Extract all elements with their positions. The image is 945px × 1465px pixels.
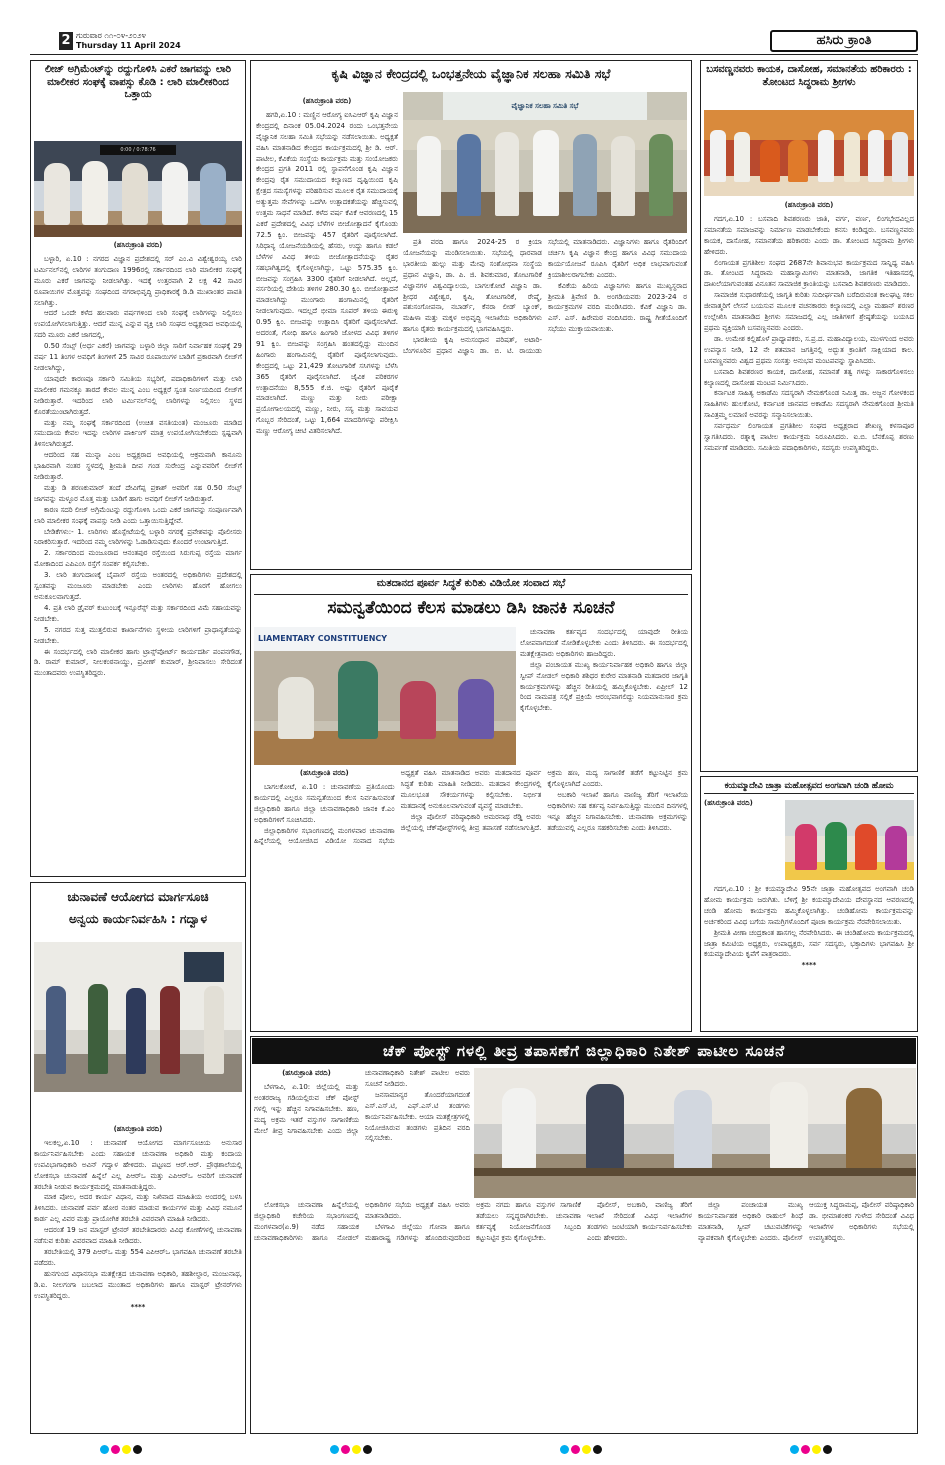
krishi-para: ಭಾರತೀಯ ಕೃಷಿ ಅನುಸಂಧಾನ ಪರಿಷತ್, ಅಟಾರಿ-ಬೆಂಗಳೂರಿನ ಪ್ರಧಾನ ವಿಜ್ಞಾನಿ ಡಾ. ಬಿ. ಟಿ. ರಾಯುಡು ಸಭೆಯಲ್ಲಿ ಮಾತನಾಡಿದರು. ವಿಜ್ಞಾನಿಗಳು ಹಾಗೂ ರೈತರಿಂದಿಗೆ ಚರ್ಚಿಸಿ ಕೃಷಿ ವಿಜ್ಞಾನ ಕೇಂದ್ರ ಹಾಗೂ ವಿವಿಧ ಸಮುದಾಯ ಕಾರ್ಯಯೋಜನೆ ರೂಪಿಸಿ ರೈತರಿಗೆ ಅಧಿಕ ಲಾಭವಾಗುವಂತೆ ಕ್ರಿಯಾಶೀಲರಾಗಬೇಕು ಎಂದರು.: [403, 238, 687, 356]
lease-para: ಆದರೆ ಒಂದೇ ಕಳೆದ ಹಲವಾರು ವರ್ಷಗಳಿಂದ ಲಾರಿ ಸಂಘಕ್ಕೆ ಲಾರಿಗಳನ್ನು ನಿಲ್ಲಿಸಲು ಉಪಯೋಗಿಸಲಾಗುತ್ತಿತ್ತು. ಆದರೆ ಮುನ್ನ ಎನ್ನುವ ವ್ಯಕ್ತಿ ಲಾರಿ ಸಂಘದ ಅಧ್ಯಕ್ಷರಾದ ಅವಧಿಯಲ್ಲಿ ಸದರಿ ಮೂರು ಎಕರೆ ಜಾಗದಲ್ಲಿ,: [34, 309, 242, 340]
krishi-headline: ಕೃಷಿ ವಿಜ್ಞಾನ ಕೇಂದ್ರದಲ್ಲಿ ಒಂಭತ್ತನೇಯ ವೈಜ್ಞಾನಿಕ ಸಲಹಾ ಸಮಿತಿ ಸಭೆ: [331, 66, 611, 81]
election-code-para: ಆದರಂತೆ 19 ಜನ ಮಾಸ್ಟರ್ ಟ್ರೇನರ್ ತರಬೇತಿದಾರರು ವಿವಿಧ ಕೋಣೆಗಳಲ್ಲಿ ಚುನಾವಣಾ ನಡೆಸುವ ಕುರಿತು ವಿವರವಾದ ಮಾಹಿತಿ ನೀಡಿದರು.: [34, 1226, 242, 1246]
checkpost-para: ಜಿಲ್ಲಾ ಪಂಚಾಯತ ಮುಖ್ಯ ಕಾರ್ಯನಿರ್ವಾಹಕ ಅಧಿಕಾರಿ ರಾಹುಲ್ ಶಿಂಧೆ ಮಾತನಾಡಿ, ಸ್ವೀಪ್ ಚಟುವಟಿಕೆಗಳನ್ನು ವ್ಯಾಪಕವಾಗಿ ಕೈಗೊಳ್ಳಬೇಕು ಎಂದರು. ಪೊಲೀಸ್ ಆಯುಕ್ತ ಸಿದ್ಧರಾಮಪ್ಪ, ಪೊಲೀಸ್ ವರಿಷ್ಠಾಧಿಕಾರಿ ಡಾ. ಭೀಮಾಶಂಕರ ಗುಳೇದ ಸೇರಿದಂತೆ ವಿವಿಧ ಇಲಾಖೆಗಳ ಅಧಿಕಾರಿಗಳು ಸಭೆಯಲ್ಲಿ ಉಪಸ್ಥಿತರಿದ್ದರು.: [698, 1201, 914, 1242]
reg-dot-magenta: [341, 1445, 350, 1454]
checkpost-headline: ಚೆಕ್ ಪೋಸ್ಟ್ ಗಳಲ್ಲಿ ತೀವ್ರ ತಪಾಸಣೆಗೆ ಜಿಲ್ಲಾಧಿಕಾರಿ ನಿತೇಶ್ ಪಾಟೀಲ ಸೂಚನೆ: [382, 1042, 786, 1060]
lease-para: ಬೇಡಿಕೆಗಳು:- 1. ಲಾರಿಗಳು ಹೊಸ್ಪೇಟೆಯಲ್ಲಿ ಬಳ್ಳಾರಿ ನಗರಕ್ಕೆ ಪ್ರವೇಶವನ್ನು ಪೊಲೀಸರು ನಿರಾಕರಿಸುತ್ತಾರೆ. ಇದರಿಂದ ನಮ್ಮ ಲಾರಿಗಳನ್ನು ಓಡಾಡಿಸುವುದು ಕೊಂದರೆ ಉಂಟಾಗುತ್ತಿದೆ.: [34, 527, 242, 547]
election-code-photo: [34, 942, 242, 1092]
kayavva-byline: (ಹಸಿರುಕ್ರಾಂತಿ ವರದಿ): [704, 799, 753, 807]
election-code-headline-2: ಅನ್ವಯ ಕಾರ್ಯನಿರ್ವಹಿಸಿ : ಗದ್ವಾಳ: [69, 912, 207, 926]
basava-para: ಡಾ. ಉಮೇಶ ಕಲ್ಲಿಹೊಳೆ ಪ್ರಾಧ್ಯಾಪಕರು, ಸ.ಪ್ರ.ದ. ಮಹಾವಿದ್ಯಾಲಯ, ಮುಳಗುಂದ ಅವರು ಉಪನ್ಯಾಸ ನೀಡಿ, 12 ನೇ ಶತಮಾನ ಜಗತ್ತಿನಲ್ಲಿ ಅದ್ಭುತ ಕ್ರಾಂತಿಗೆ ಸಾಕ್ಷಿಯಾದ ಕಾಲ. ಬಸವಣ್ಣನವರು ವಿಶ್ವದ ಪ್ರಥಮ ಸಂಸತ್ತು ಅನುಭವ ಮಂಟಪವನ್ನು ಸ್ಥಾಪಿಸಿದರು.: [704, 334, 914, 365]
samanvate-para: ಚುನಾವಣಾ ಕರ್ತವ್ಯದ ಸಂದರ್ಭದಲ್ಲಿ ಯಾವುದೇ ರೀತಿಯ ಲೋಪವಾಗದಂತೆ ನೋಡಿಕೊಳ್ಳಬೇಕು ಎಂದು ತಿಳಿಸಿದರು. ಈ ಸಂದರ್ಭದಲ್ಲಿ ಮತಕ್ಷೇತ್ರವಾರು ಅಧಿಕಾರಿಗಳು ಹಾಜರಿದ್ದರು.: [520, 628, 688, 658]
krishi-byline: (ಹಸಿರುಕ್ರಾಂತಿ ವರದಿ): [302, 97, 352, 105]
basava-body: [704, 200, 914, 768]
checkpost-para: ಬೆಳಗಾವಿ ಜಿಲ್ಲೆಯು ಗೋವಾ ಹಾಗೂ ಮಹಾರಾಷ್ಟ್ರ ಗಡಿಗಳನ್ನು ಹೊಂದಿರುವುದರಿಂದ ಅಕ್ರಮ ನಗದು ಹಾಗೂ ವಸ್ತುಗಳ ಸಾಗಾಣಿಕೆ ತಡೆಯಲು ಸನ್ನದ್ಧರಾಗಿರಬೇಕು. ಚುನಾವಣಾ ಕರ್ತವ್ಯಕ್ಕೆ ನಿಯೋಜನೆಗೊಂಡ ಸಿಬ್ಬಂದಿ ಕಟ್ಟುನಿಟ್ಟಿನ ಕ್ರಮ ಕೈಗೊಳ್ಳಬೇಕು.: [365, 1201, 581, 1242]
election-code-para: ಇಲಕಲ್ಲ,ಏ.10 : ಚುನಾವಣೆ ಆಯೋಗದ ಮಾರ್ಗಸೂಚಿಯ ಅನುಸಾರ ಕಾರ್ಯನಿರ್ವಹಿಸಬೇಕು ಎಂದು ಸಹಾಯಕ ಚುನಾವಣಾ ಅಧಿಕಾರಿ ಮತ್ತು ಕಂದಾಯ ಉಪವಿಭಾಗಾಧಿಕಾರಿ ಅವಿನ್ ಗದ್ವಾಳ ಹೇಳಿದರು. ಪಟ್ಟಣದ ಆರ್.ಆರ್. ಪ್ರೌಢಶಾಲೆಯಲ್ಲಿ ಲೋಕಸಭಾ ಚುನಾವಣೆ ಹಿನ್ನೆಲೆ ಎಲ್ಲ ಪಿಆರ್‌ಒ ಮತ್ತು ಎಪಿಆರ್‌ಒ ಅವರಿಗೆ ಚುನಾವಣೆ ತರಬೇತಿ ನೀಡುವ ಕಾರ್ಯಕ್ರಮದಲ್ಲಿ ಮಾತನಾಡುತ್ತಿದ್ದರು.: [34, 1138, 242, 1191]
reg-dot-cyan: [100, 1445, 109, 1454]
samanvate-body-top: [520, 627, 688, 765]
checkpost-para: ಬೆಳಗಾವಿ, ಏ.10: ಜಿಲ್ಲೆಯಲ್ಲಿ ಮತ್ತು ಅಂತರರಾಜ್ಯ ಗಡಿಯಲ್ಲಿರುವ ಚೆಕ್ ಪೋಸ್ಟ್ ಗಳಲ್ಲಿ ಇನ್ನು ಹೆಚ್ಚಿನ ನಿಗಾವಹಿಸಬೇಕು. ಹಣ, ಮದ್ಯ ಅಕ್ರಮ ಇತರೆ ವಸ್ತುಗಳ ಸಾಗಾಣಿಕೆಯ ಮೇಲೆ ತೀವ್ರ ನಿಗಾವಹಿಸಬೇಕು ಎಂದು ಜಿಲ್ಲಾ ಚುನಾವಣಾಧಿಕಾರಿ ನಿತೇಶ್ ಪಾಟೀಲ ಅವರು ಸೂಚನೆ ನೀಡಿದರು.: [254, 1069, 470, 1135]
registration-marks: [560, 1439, 604, 1451]
kayavva-para: ಶ್ರೀಮತಿ ವೀಣಾ ಚಂದ್ರಕಾಂತ ಹಾಸಗಲ್ಲ ನೆರವೇರಿಸಿದರು. ಈ ಚಂಡಿಹೋಮ ಕಾರ್ಯಕ್ರಮದಲ್ಲಿ ಜಾತ್ರಾ ಕಮಿಟಿಯ ಅಧ್ಯಕ್ಷರು, ಉಪಾಧ್ಯಕ್ಷರು, ಸರ್ವ ಸದಸ್ಯರು, ಭಕ್ತಾದಿಗಳು ಭಾಗವಹಿಸಿ ಶ್ರೀ ಕಯಮ್ಮಾದೇವಿಯ ಕೃಪೆಗೆ ಪಾತ್ರರಾದರು.: [704, 928, 914, 959]
lease-para: ಆದರಿಂದ ಸಹ ಮುನ್ನಾ ಎಂಬ ಅಧ್ಯಕ್ಷರಾದ ಅವಧಿಯಲ್ಲಿ ಆಕ್ರಮವಾಗಿ ಕಾನೂನು ಭಾಹಿರವಾಗಿ ನಂತರ ಸ್ಥಳದಲ್ಲಿ ಶ್ರೀಮತಿ ದೀಪ ಗಂಡ ಸುರೇಂದ್ರ ಎನ್ನುವವರಿಗೆ ಲೀಜ್‌ಗೆ ನೀಡಿರುತ್ತಾರೆ.: [34, 451, 242, 482]
reg-dot-black: [593, 1445, 602, 1454]
basava-para: ಲಿಂಗಾಯತ ಪ್ರಗತಿಶೀಲ ಸಂಘದ 2687ನೇ ಶಿವಾನುಭವ ಕಾರ್ಯಕ್ರಮದ ಸಾನ್ನಿಧ್ಯ ವಹಿಸಿ ಡಾ. ತೋಂಟದ ಸಿದ್ಧರಾಮ ಮಹಾಸ್ವಾಮಿಗಳು ಮಾತನಾಡಿ, ಜಾಗತಿಕ ಇತಿಹಾಸದಲ್ಲಿ ದಾಖಲೆಯಾಗುವಂತಹ ವಿನೂತನ ಸಾಮಾಜಿಕ ಕ್ರಾಂತಿಯನ್ನು ಬಸವಾದಿ ಶಿವಶರಣರು ಮಾಡಿದರು.: [704, 258, 914, 289]
lease-headline: ಲೀಜ್ ಅಗ್ರಿಮೆಂಟ್‌ನ್ನು ರದ್ದುಗೊಳಿಸಿ ಎಕರೆ ಜಾಗವನ್ನು ಲಾರಿ ಮಾಲೀಕರ ಸಂಘಕ್ಕೆ ವಾಪಸ್ಸು ಕೊಡಿ : ಲಾರಿ ಮಾಲೀಕರಿಂದ ಒತ್ತಾಯ: [44, 64, 232, 100]
basava-para: ಕರ್ನಾಟಕ ಸಾಹಿತ್ಯ ಅಕಾಡೆಮಿ ಸದಸ್ಯರಾಗಿ ನೇಮಕಗೊಂಡ ನಿಮಿತ್ತ ಡಾ. ಅಜ್ಜನ ಗೋಳಕಂದ ಸಾಹಿತಿಗಳು ಹುಲಕೋಟಿ, ಕರ್ನಾಟಕ ಜಾನಪದ ಅಕಾಡೆಮಿ ಸದಸ್ಯರಾಗಿ ನೇಮಕಗೊಂಡ ಶ್ರೀಮತಿ ಸಾವಿತ್ರಮ್ಮ ಲಮಾಣಿ ಅವರನ್ನು ಸನ್ಮಾನಿಸಲಾಯಿತು.: [704, 389, 914, 420]
reg-dot-yellow: [812, 1445, 821, 1454]
krishi-para: ಪ್ರತಿ ವರದಿ ಹಾಗೂ 2024-25 ರ ಕ್ರಿಯಾ ಯೋಜನೆಯನ್ನು ಮಂಡಿಸಲಾಯಿತು. ಸಭೆಯಲ್ಲಿ ಧಾರವಾಡ ಭಾರತೀಯ ಹುಲ್ಲು ಮತ್ತು ಮೇವು ಸಂಶೋಧನಾ ಸಂಸ್ಥೆಯ ಪ್ರಧಾನ ವಿಜ್ಞಾನಿ, ಡಾ. ಪಿ. ಜಿ. ಶಿವಕುಮಾರ, ತೋಟಗಾರಿಕೆ ವಿಜ್ಞಾನಗಳ ವಿಶ್ವವಿದ್ಯಾಲಯ, ಬಾಗಲಕೋಟೆ ವಿಜ್ಞಾನಿ ಡಾ. ಶ್ರೀಧರ ವಿಶ್ವೇಶ್ವರ, ಕೃಷಿ, ತೋಟಗಾರಿಕೆ, ರೇಷ್ಮೆ, ಪಶುಸಂಗೋಪನಾ, ನಬಾರ್ಡ್, ಕೆನರಾ ಲೀಡ್ ಬ್ಯಾಂಕ್, ಮಹಿಳಾ ಮತ್ತು ಮಕ್ಕಳ ಅಭಿವೃದ್ಧಿ ಇಲಾಖೆಯ ಅಧಿಕಾರಿಗಳು ಹಾಗೂ ರೈತರು ಕಾರ್ಯಕ್ರಮದಲ್ಲಿ ಭಾಗವಹಿಸಿದ್ದರು.: [403, 238, 542, 334]
reg-dot-yellow: [352, 1445, 361, 1454]
lease-para: ಮತ್ತು ನಮ್ಮ ಸಂಘಕ್ಕೆ ಸರ್ಕಾರದಿಂದ (ಉಚಿತ ವಸತಿಯಂತ) ಮಂಜೂರು ಮಾಡಿದ ಸಮುದಾಯ ಕೇವಲ ಇದನ್ನು ಲಾರಿಗಳ ಪಾರ್ಕಿಂಗ್ ಮಾತ್ರ ಉಪಯೋಗಿಸಬೇಕೆಂದು ಸ್ಪಷ್ಟವಾಗಿ ತಿಳಿಸಲಾಗಿರುತ್ತದೆ.: [34, 418, 242, 449]
reg-dot-magenta: [111, 1445, 120, 1454]
lease-photo-banner: 0:00 / 0:78:76: [100, 145, 176, 155]
lease-body: [34, 240, 242, 872]
reg-dot-magenta: [571, 1445, 580, 1454]
basava-byline: (ಹಸಿರುಕ್ರಾಂತಿ ವರದಿ): [784, 201, 834, 209]
registration-marks: [790, 1439, 834, 1451]
samanvate-para: ಜಿಲ್ಲಾಧಿಕಾರಿಗಳ ಸಭಾಂಗಣದಲ್ಲಿ ಮಂಗಳವಾರ ಚುನಾವಣಾ ಹಿನ್ನೆಲೆಯಲ್ಲಿ ಆಯೋಜಿಸಿದ ವಿಡಿಯೋ ಸಂವಾದ ಸಭೆಯ ಅಧ್ಯಕ್ಷತೆ ವಹಿಸಿ ಮಾತನಾಡಿದ ಅವರು ಮತದಾನದ ಪೂರ್ವ ಸಿದ್ಧತೆ ಕುರಿತು ಮಾಹಿತಿ ನೀಡಿದರು. ಮತದಾನ ಕೇಂದ್ರಗಳಲ್ಲಿ ಮೂಲಭೂತ ಸೌಕರ್ಯಗಳನ್ನು ಕಲ್ಪಿಸಬೇಕು. ನಿರ್ಭೀತ ಮತದಾನಕ್ಕೆ ಅನುಕೂಲವಾಗುವಂತೆ ವ್ಯವಸ್ಥೆ ಮಾಡಬೇಕು.: [254, 769, 542, 846]
registration-marks: [330, 1439, 374, 1451]
lease-para: 4. ಪ್ರತಿ ಲಾರಿ ಡ್ರೈವರ್ ಕುಟುಂಬಕ್ಕೆ ಇನ್ಸೂರೆನ್ಸ್ ಮತ್ತು ಸರ್ಕಾರದಿಂದ ವಿಮೆ ಸಹಾಯವನ್ನು ನೀಡಬೇಕು.: [34, 603, 242, 623]
samanvate-photo: [254, 627, 516, 765]
lease-para: ಮತ್ತು ಡಿ ಶರಣಕುಮಾರ್ ತಂದೆ ದೇವಿಗೆಪ್ಪ ಪ್ರಕಾಶ್ ಅವರಿಗೆ ಸಹ 0.50 ಸೆಂಟ್ಸ್ ಜಾಗವನ್ನು ಮಳ್ಳೂರ ಮೊತ್ತ ಮತ್ತು ಬಾಡಿಗೆ ಹಾಗು ಅವಧಿಗೆ ಲೀಜ್‌ಗೆ ನೀಡಿರುತ್ತಾರೆ.: [34, 483, 242, 503]
reg-dot-yellow: [582, 1445, 591, 1454]
date-english: Thursday 11 April 2024: [76, 41, 181, 50]
masthead-rule: [30, 54, 918, 55]
krishi-body-col1: [256, 96, 398, 566]
reg-dot-cyan: [330, 1445, 339, 1454]
election-code-body: [34, 1124, 242, 1430]
lease-para: ಕಾರಣ ಸದರಿ ಲೀಜ್ ಅಗ್ರಿಮೆಂಟನ್ನು ರದ್ದುಗೊಳಿಸಿ ಒಂದು ಎಕರೆ ಜಾಗವನ್ನು ಸಂಪೂರ್ಣವಾಗಿ ಲಾರಿ ಮಾಲೀಕರ ಸಂಘಕ್ಕೆ ವಾಪಸ್ಸು ನೀಡಿ ಎಂದು ಒತ್ತಾಯಿಸುತ್ತಿದ್ದೇವೆ.: [34, 505, 242, 525]
basava-para: ಸರ್ವಧರ್ಮ ಲಿಂಗಾಯತ ಪ್ರಗತಿಶೀಲ ಸಂಘದ ಅಧ್ಯಕ್ಷರಾದ ಶೇಖಣ್ಣ ಕಳಸಾಪೂರ ಸ್ವಾಗತಿಸಿದರು. ರತ್ನಾಕ್ಕ ಪಾಟೀಲ ಕಾರ್ಯಕ್ರಮ ನಿರೂಪಿಸಿದರು. ಐ.ಬಿ. ಬೆನಕೊಪ್ಪ ಶರಣು ಸಮರ್ಪಣೆ ಮಾಡಿದರು. ಸಮಿತಿಯ ಪದಾಧಿಕಾರಿಗಳು, ಸದಸ್ಯರು ಉಪಸ್ಥಿತರಿದ್ದರು.: [704, 422, 914, 452]
kayavva-headline: ಕಯಮ್ಮಾದೇವಿ ಜಾತ್ರಾ ಮಹೋತ್ಸವದ ಅಂಗವಾಗಿ ಚಂಡಿ ಹೋಮ: [724, 780, 894, 790]
krishi-photo-banner: ವೈಜ್ಞಾನಿಕ ಸಲಹಾ ಸಮಿತಿ ಸಭೆ: [511, 102, 579, 110]
kayavva-body-side: [704, 798, 782, 886]
lease-photo: [34, 141, 242, 237]
lease-para: 2. ಸರ್ಕಾರದಿಂದ ಮಂಜೂರಾದ ಆನಂತಪುರ ರಸ್ತೆಯಿಂದ ಸಿರುಗುಪ್ಪ ರಸ್ತೆಯ ಮಾರ್ಗ ಮೋಕಾದಿಂದ ಎಪಿಎಂಸಿ ರಸ್ತೆಗೆ ಸಂಪರ್ಕ ಕಲ್ಪಿಸಬೇಕು.: [34, 549, 242, 569]
registration-marks: [100, 1439, 144, 1451]
lease-para: 3. ಲಾರಿ ತಂಗುದಾಣಕ್ಕೆ ಬೈಪಾಸ್ ರಸ್ತೆಯ ಅಂತರದಲ್ಲಿ ಅಧಿಕಾರಿಗಳು ಪ್ರದೇಶದಲ್ಲಿ ಸ್ವಂತವನ್ನು ಮಂಜೂರು ಮಾಡಬೇಕು ಎಂದು ಲಾರಿಗಳು ಹೊರಗೆ ಹೋಗಲು ಅನುಕೂಲವಾಗುತ್ತದೆ.: [34, 571, 242, 601]
basava-photo: [704, 110, 914, 196]
krishi-body-col2: [403, 237, 687, 567]
lease-para: ಬಳ್ಳಾರಿ, ಏ.10 : ನಗರದ ವಿಜ್ಞಾನ ಪ್ರದೇಶದಲ್ಲಿ ಸರ್ ಎಂ.ವಿ ವಿಶ್ವೇಶ್ವರಯ್ಯ ಲಾರಿ ಟರ್ಮಿನಲ್‌ನಲ್ಲಿ ಲಾರಿಗಳ ತಂಗುದಾಣ 1996ರಲ್ಲಿ ಸರ್ಕಾರದಿಂದ ಲಾರಿ ಮಾಲೀಕರ ಸಂಘಕ್ಕೆ ಮೂರು ಎಕರೆ ಜಾಗವನ್ನು ನೀಡಲಾಗಿತ್ತು. ಇದಕ್ಕೆ ಉತ್ತರವಾಗಿ 2 ಲಕ್ಷ 42 ಸಾವಿರ ರೂಪಾಯಿಗಳ ಮೊತ್ತವನ್ನು ಸಂಘದಿಂದ ನಗರಾಭಿವೃದ್ಧಿ ಪ್ರಾಧಿಕಾರಕ್ಕೆ ಡಿ.ಡಿ ಮುಖಾಂತರ ಪಾವತಿ ಸಲಾಗಿತ್ತು.: [34, 254, 242, 307]
reg-dot-yellow: [122, 1445, 131, 1454]
samanvate-para: ಅಬಕಾರಿ ಇಲಾಖೆ ಹಾಗೂ ವಾಣಿಜ್ಯ ತೆರಿಗೆ ಇಲಾಖೆಯ ಅಧಿಕಾರಿಗಳು ಸಹ ಕರ್ತವ್ಯ ನಿರ್ವಹಿಸುತ್ತಿದ್ದು ಮುಂದಿನ ದಿನಗಳಲ್ಲಿ ಇನ್ನೂ ಹೆಚ್ಚಿನ ನಿಗಾವಹಿಸಬೇಕು. ಚುನಾವಣಾ ಅಕ್ರಮಗಳನ್ನು ತಡೆಯುವಲ್ಲಿ ಎಲ್ಲರೂ ಸಹಕರಿಸಬೇಕು ಎಂದು ತಿಳಿಸಿದರು.: [547, 790, 688, 832]
checkpost-body-top: [254, 1068, 470, 1196]
samanvate-body-main: [254, 768, 688, 1028]
reg-dot-black: [133, 1445, 142, 1454]
basava-para: ಸಾಮಾಜಿಕ ಸುಧಾರಣೆಯಲ್ಲಿ ಜಾಗೃತಿ ಕುರಿತು ಸುದೀರ್ಘವಾಗಿ ಬರೆದಿರುವಂತ ಕಾಲಘಟ್ಟ ಸಕಲ ಜೀವಾತ್ಮರಿಗೆ ಲೇಸನೆ ಬಯಸುವ ಮೂಲಕ ವಚನಕಾರರು ಕಲ್ಯಾಣದಲ್ಲಿ ಎಲ್ಲಾ ಮಹಾನ್ ಶರಣರ ಉಲ್ಲೇಖಿಸಿ ಮಾತನಾಡಿದ ಶ್ರೀಗಳು ಸಮಾಜದಲ್ಲಿ ಎಲ್ಲ ಜಾತಿಗಳಿಗೆ ಶ್ರೇಷ್ಠತೆಯನ್ನು ಬಯಸಿದ ಪ್ರಥಮ ವ್ಯಕ್ತಿಯಾಗಿ ಬಸವಣ್ಣನವರು ಎಂದರು.: [704, 291, 914, 332]
reg-dot-black: [363, 1445, 372, 1454]
kayavva-rule: [704, 793, 914, 794]
election-code-para: ತರಬೇತಿಯಲ್ಲಿ 379 ಪಿಆರ್‌ಒ ಮತ್ತು 554 ಎಪಿಆರ್‌ಒ ಭಾಗವಹಿಸಿ ಚುನಾವಣೆ ತರಬೇತಿ ಪಡೆದರು.: [34, 1247, 242, 1267]
reg-dot-cyan: [560, 1445, 569, 1454]
samanvate-para: ಜಿಲ್ಲಾ ಪೊಲೀಸ್ ವರಿಷ್ಠಾಧಿಕಾರಿ ಅಮರನಾಥ ರೆಡ್ಡಿ ಅವರು ಜಿಲ್ಲೆಯಲ್ಲಿ ಚೆಕ್‌ಪೋಸ್ಟ್‌ಗಳಲ್ಲಿ ತೀವ್ರ ತಪಾಸಣೆ ನಡೆಸಲಾಗುತ್ತಿದೆ. ಅಕ್ರಮ ಹಣ, ಮದ್ಯ ಸಾಗಾಣಿಕೆ ತಡೆಗೆ ಕಟ್ಟುನಿಟ್ಟಿನ ಕ್ರಮ ಕೈಗೊಳ್ಳಲಾಗಿದೆ ಎಂದರು.: [400, 769, 688, 832]
kayavva-para: ಗದಗ,ಏ.10 : ಶ್ರೀ ಕಯಮ್ಮಾದೇವಿ 95ನೇ ಜಾತ್ರಾ ಮಹೋತ್ಸವದ ಅಂಗವಾಗಿ ಚಂಡಿ ಹೋಮ ಕಾರ್ಯಕ್ರಮ ಜರುಗಿತು. ಬೆಳಿಗ್ಗೆ ಶ್ರೀ ಕಯಮ್ಮಾದೇವಿಯ ದೇವಸ್ಥಾನದ ಆವರಣದಲ್ಲಿ ಚಂಡಿ ಹೋಮ ಕಾರ್ಯಕ್ರಮ ಹಮ್ಮಿಕೊಳ್ಳಲಾಗಿತ್ತು. ಚಂಡಿಹೋಮ ಕಾರ್ಯಕ್ರಮವನ್ನು ಅರ್ಚಕರಿಂದ ವಿವಿಧ ಬಗೆಯ ಸಾಮಗ್ರಿಗಳೊಂದಿಗೆ ಪೂಜಾ ಕಾರ್ಯಕ್ರಮ ನೆರವೇರಿಸಲಾಯಿತು.: [704, 885, 914, 926]
checkpost-para: ಲೋಕಸಭಾ ಚುನಾವಣಾ ಹಿನ್ನೆಲೆಯಲ್ಲಿ ಜಿಲ್ಲಾಧಿಕಾರಿ ಕಚೇರಿಯ ಸಭಾಂಗಣದಲ್ಲಿ ಮಂಗಳವಾರ(ಏ.9) ನಡೆದ ಸಹಾಯಕ ಚುನಾವಣಾಧಿಕಾರಿಗಳು ಹಾಗೂ ನೋಡಲ್ ಅಧಿಕಾರಿಗಳ ಸಭೆಯ ಅಧ್ಯಕ್ಷತೆ ವಹಿಸಿ ಅವರು ಮಾತನಾಡಿದರು.: [254, 1201, 470, 1242]
election-code-para: ಹುನಗುಂದ ವಿಧಾನಸಭಾ ಮತಕ್ಷೇತ್ರದ ಚುನಾವಣಾ ಅಧಿಕಾರಿ, ತಹಶೀಲ್ದಾರ, ಮಂಜುನಾಥ, ಡಿ.ಐ. ನೀಲಗಂಗಾ ಬಬಲಾದ ಮುಂತಾದ ಅಧಿಕಾರಿಗಳು ಹಾಗೂ ಮಾಸ್ಟರ್ ಟ್ರೇನರ್‌ಗಳು ಉಪಸ್ಥಿತರಿದ್ದರು.: [34, 1269, 242, 1300]
kayavva-photo: [785, 800, 914, 880]
election-code-para: ಮಾಕ ಪೋಲ, ಅದರ ಕಾರ್ಯ ವಿಧಾನ, ಮತ್ತು ನಿಖಿವಾದ ಮಾಹಿತಿಯ ಅಂದರಲ್ಲಿ ಬಳಸಿ ತಿಳಿಸಿದರು. ಚುನಾವಣೆ ಪರ್ವ ಹೋರ ನಂತರ ಮಾಡುವ ಕಾರ್ಯಗಳ ಮತ್ತು ವಿವಿಧ ನಮೂನೆ ಕಾರ್ಡ ಎಲ್ಲ ವಿವರ ಮತ್ತು ಪ್ರಾಯೋಗಿಕ ತರಬೇತಿ ವಿವರವಾಗಿ ಮಾಹಿತಿ ನೀಡಿದರು.: [34, 1193, 242, 1224]
basava-para: ಗದಗ,ಏ.10 : ಬಸವಾದಿ ಶಿವಶರಣರು ಜಾತಿ, ವರ್ಗ, ವರ್ಣ, ಲಿಂಗಭೇದವಿಲ್ಲದ ಸಮಾನತೆಯ ಸಮಾಜವನ್ನು ನಿರ್ಮಾಣ ಮಾಡಬೇಕೆಂದು ಕನಸು ಕಂಡಿದ್ದರು. ಬಸವಣ್ಣನವರು ಕಾಯಕ, ದಾಸೋಹ, ಸಮಾನತೆಯ ಹರಿಕಾರರು ಎಂದು ಡಾ. ತೋಂಟದ ಸಿದ್ಧರಾಮ ಶ್ರೀಗಳು ಹೇಳಿದರು.: [704, 214, 914, 256]
reg-dot-cyan: [790, 1445, 799, 1454]
samanvate-kicker-rule: [254, 594, 688, 595]
samanvate-photo-banner: LIAMENTARY CONSTITUENCY: [258, 634, 388, 643]
reg-dot-black: [823, 1445, 832, 1454]
paper-name: ಹಸಿರು ಕ್ರಾಂತಿ: [770, 30, 918, 52]
samanvate-byline: (ಹಸಿರುಕ್ರಾಂತಿ ವರದಿ): [299, 769, 349, 777]
election-code-byline: (ಹಸಿರುಕ್ರಾಂತಿ ವರದಿ): [113, 1125, 163, 1133]
checkpost-photo: [474, 1068, 916, 1198]
krishi-para: ಹಗರಿ,ಏ.10 : ಮಣ್ಣಿನ ಆರೋಗ್ಯ ಐಸಿಎಆರ್ ಕೃಷಿ ವಿಜ್ಞಾನ ಕೇಂದ್ರದಲ್ಲಿ ದಿನಾಂಕ 05.04.2024 ರಂದು ಒಂಭತ್ತನೇಯ ವೈಜ್ಞಾನಿಕ ಸಲಹಾ ಸಮಿತಿ ಸಭೆಯನ್ನು ನಡೆಸಲಾಯಿತು. ಅಧ್ಯಕ್ಷತೆ ವಹಿಸಿ ಮಾತನಾಡಿದ ಕೇಂದ್ರದ ಕಾರ್ಯಕ್ರಮದಲ್ಲಿ ಶ್ರೀ ಡಿ. ಆರ್. ಪಾಟೀಲ, ಕೆವಿಕೆಯ ಸಂಸ್ಥೆಯ ಕಾರ್ಯಕ್ರಮ ಮತ್ತು ಸಂಯೋಜಕರು ಕೇಂದ್ರದ ಪ್ರಗತಿ 2011 ರಲ್ಲಿ ಸ್ಥಾಪನೆಗೊಂಡ ಕೃಷಿ ವಿಜ್ಞಾನ ಕೇಂದ್ರವು ರೈತ ಸಮುದಾಯದ ಕಲ್ಯಾಣದ ದೃಷ್ಟಿಯಿಂದ ಕೃಷಿ ಕ್ಷೇತ್ರದ ಸಮಸ್ಯೆಗಳನ್ನು ಪರಿಹರಿಸುವ ಮೂಲಕ ರೈತ ಸಮುದಾಯಕ್ಕೆ ಅತ್ಯುತ್ತಮ ಸೇವೆಗಳನ್ನು ಒದಗಿಸಿ ಉತ್ಪಾದಕತೆಯನ್ನು ಹೆಚ್ಚಿಸುವಲ್ಲಿ ಉತ್ತಮ ಸಾಧನೆ ಮಾಡಿದೆ. ಕಳೆದ ವರ್ಷ ಕೆವಿಕೆ ಆವರಣದಲ್ಲಿ 15 ಎಕರೆ ಪ್ರದೇಶದಲ್ಲಿ ವಿವಿಧ ಬೆಳೆಗಳ ಬೀಜೋತ್ಪಾದನೆ ಕೈಗೊಂಡು 72.5 ಕ್ವಿಂ. ಬೀಜವನ್ನು 457 ರೈತರಿಗೆ ಪೂರೈಸಲಾಗಿದೆ. ಸಿರಿಧಾನ್ಯ ಯೋಜನೆಯಡಿಯಲ್ಲಿ ಹೆಸರು, ಉದ್ದು ಹಾಗೂ ಕಡಲೆ ಬೆಳೆಗಳ ವಿವಿಧ ತಳಿಯ ಬೀಜೋತ್ಪಾದನೆಯನ್ನು ರೈತರ ಸಹಭಾಗಿತ್ವದಲ್ಲಿ ಕೈಗೊಳ್ಳಲಾಗಿದ್ದು, ಒಟ್ಟು 575.35 ಕ್ವಿಂ. ಬೀಜವನ್ನು ಸಂಗ್ರಹಿಸಿ 3300 ರೈತರಿಗೆ ನೀಡಲಾಗಿದೆ. ಅಲ್ಲದೆ, ನರ್ಸರಿಯಲ್ಲಿ ದೇಶಿಯ ತಳಿಗಳ 280.30 ಕ್ವಿಂ. ಬೀಜೋತ್ಪಾದನೆ ಮಾಡಲಾಗಿದ್ದು ಮುಂಗಾರು ಹಂಗಾಮಿನಲ್ಲಿ ರೈತರಿಗೆ ನೀಡಲಾಗುವುದು. ಇದಲ್ಲದೆ ಭೀಮಾ ಸೂಪರ್ ತಳಿಯ ಈರುಳ್ಳಿ 0.95 ಕ್ವಿಂ. ಬೀಜವನ್ನು ಉತ್ಪಾದಿಸಿ ರೈತರಿಗೆ ಪೂರೈಸಲಾಗಿದೆ. ಅದರಂತೆ, ಗೋಧಿ ಹಾಗೂ ಹಿಂಗಾರಿ ಜೋಳದ ವಿವಿಧ ತಳಿಗಳ 91 ಕ್ವಿಂ. ಬೀಜವನ್ನು ಸಂಗ್ರಹಿಸಿ ಹಂತದಲ್ಲಿದ್ದು ಮುಂದಿನ ಹಿಂಗಾರು ಹಂಗಾಮಿನಲ್ಲಿ ರೈತರಿಗೆ ಪೂರೈಸಲಾಗುವುದು. ಕೇಂದ್ರದಲ್ಲಿ ಒಟ್ಟು 21,429 ತೋಟಗಾರಿಕೆ ಸಸಿಗಳನ್ನು ಬೆಳೆಸಿ 365 ರೈತರಿಗೆ ಪೂರೈಸಲಾಗಿದೆ. ಜೈವಿಕ ಪರಿಕರಗಳ ಉತ್ಪಾದನೆಯು 8,555 ಕೆ.ಜಿ. ಅಷ್ಟು ರೈತರಿಗೆ ಪೂರೈಕೆ ಮಾಡಲಾಗಿದೆ. ಮಣ್ಣು ಮತ್ತು ನೀರು ಪರೀಕ್ಷಾ ಪ್ರಯೋಗಾಲಯದಲ್ಲಿ ಮಣ್ಣು, ನೀರು, ಸಸ್ಯ ಮತ್ತು ಸಾವಯವ ಗೊಬ್ಬರ ಸೇರಿದಂತೆ, ಒಟ್ಟು 1,664 ಮಾದರಿಗಳನ್ನು ಪರೀಕ್ಷಿಸಿ ಮಣ್ಣು ಆರೋಗ್ಯ ಚೀಟಿ ವಿತರಿಸಲಾಗಿದೆ.: [256, 110, 398, 436]
election-code-headline-1: ಚುನಾವಣೆ ಆಯೋಗದ ಮಾರ್ಗಸೂಚಿ: [67, 890, 209, 904]
samanvate-headline: ಸಮನ್ವತೆಯಿಂದ ಕೆಲಸ ಮಾಡಲು ಡಿಸಿ ಜಾನಕಿ ಸೂಚನೆ: [327, 598, 615, 618]
krishi-para: ಕೆವಿಕೆಯ ಹಿರಿಯ ವಿಜ್ಞಾನಿಗಳು ಹಾಗೂ ಮುಖ್ಯಸ್ಥರಾದ ಶ್ರೀಮತಿ ತ್ರಿವೇಣಿ ಡಿ. ಅಂಗಡಿಯವರು 2023-24 ರ ಕಾರ್ಯಕ್ರಮಗಳ ವರದಿ ಮಂಡಿಸಿದರು. ಕೆವಿಕೆ ವಿಜ್ಞಾನಿ ಡಾ. ಎಸ್. ಎಸ್. ಹಿರೇಮಠ ವಂದಿಸಿದರು. ರಾಷ್ಟ್ರ ಗೀತೆಯೊಂದಿಗೆ ಸಭೆಯು ಮುಕ್ತಾಯವಾಯಿತು.: [548, 281, 687, 334]
reg-dot-magenta: [801, 1445, 810, 1454]
kayavva-body: [704, 884, 914, 1028]
checkpost-para: ಜನಸಾಮಾನ್ಯರ ತೊಂದರೆಯಾಗದಂತೆ ಎಸ್.ಎಸ್.ಟಿ, ಎಫ್.ಎಸ್.ಟಿ ತಂಡಗಳು ಕಾರ್ಯನಿರ್ವಹಿಸಬೇಕು. ಆಯಾ ಮತಕ್ಷೇತ್ರಗಳಲ್ಲಿ ನಿಯೋಜಿಸಿರುವ ತಂಡಗಳು ಪ್ರತಿದಿನ ವರದಿ ಸಲ್ಲಿಸಬೇಕು.: [365, 1090, 470, 1143]
page-number: 2: [59, 32, 73, 50]
basava-headline: ಬಸವಣ್ಣನವರು ಕಾಯಕ, ದಾಸೋಹ, ಸಮಾನತೆಯ ಹರಿಕಾರರು : ತೋಂಟದ ಸಿದ್ಧರಾಮ ಶ್ರೀಗಳು: [706, 64, 912, 88]
krishi-photo: [403, 92, 687, 233]
samanvate-para: ಜಿಲ್ಲಾ ಪಂಚಾಯತ ಮುಖ್ಯ ಕಾರ್ಯನಿರ್ವಾಹಕ ಅಧಿಕಾರಿ ಹಾಗೂ ಜಿಲ್ಲಾ ಸ್ವೀಪ್ ನೋಡಲ್ ಅಧಿಕಾರಿ ಶಶಿಧರ ಕುರೇರ ಮಾತನಾಡಿ ಮತದಾರರ ಜಾಗೃತಿ ಕಾರ್ಯಕ್ರಮಗಳನ್ನು ಹೆಚ್ಚಿನ ರೀತಿಯಲ್ಲಿ ಹಮ್ಮಿಕೊಳ್ಳಬೇಕು. ಏಪ್ರೀಲ್ 12 ರಿಂದ ನಾಮಪತ್ರ ಸಲ್ಲಿಕೆ ಪ್ರಕ್ರಿಯೆ ಆರಂಭವಾಗಲಿದ್ದು ನಿಯಮಾನುಸಾರ ಕ್ರಮ ಕೈಗೊಳ್ಳಬೇಕು.: [520, 660, 688, 713]
checkpost-para: ಪೊಲೀಸ್, ಅಬಕಾರಿ, ವಾಣಿಜ್ಯ ತೆರಿಗೆ ಇಲಾಖೆ ಸೇರಿದಂತೆ ವಿವಿಧ ಇಲಾಖೆಗಳ ತಂಡಗಳು ಜಂಟಿಯಾಗಿ ಕಾರ್ಯನಿರ್ವಹಿಸಬೇಕು ಎಂದು ಹೇಳಿದರು.: [587, 1201, 692, 1242]
samanvate-para: ಬಾಗಲಕೋಟೆ, ಏ.10 : ಚುನಾವಣೆಯ ಪ್ರತಿಯೊಂದು ಕಾರ್ಯದಲ್ಲಿ ಎಲ್ಲರೂ ಸಮನ್ವತೆಯಿಂದ ಕೆಲಸ ನಿರ್ವಹಿಸುವಂತೆ ಜಿಲ್ಲಾಧಿಕಾರಿ ಹಾಗೂ ಜಿಲ್ಲಾ ಚುನಾವಣಾಧಿಕಾರಿ ಜಾನಕಿ ಕೆ.ಎಂ ಅಧಿಕಾರಿಗಳಿಗೆ ಸೂಚಿಸಿದರು.: [254, 782, 395, 824]
basava-para: ಬಸವಾದಿ ಶಿವಶರಣರ ಕಾಯಕ, ದಾಸೋಹ, ಸಮಾನತೆ ತತ್ವ ಗಳನ್ನು ಸಾಕಾರಗೊಳಿಸಲು ಕಲ್ಯಾಣದಲ್ಲಿ ದಾಸೋಹ ಮಂಟಪ ನಿರ್ಮಿಸಿದರು.: [704, 367, 914, 387]
election-code-end-mark: ****: [130, 1302, 146, 1311]
checkpost-body-main: [254, 1200, 914, 1430]
lease-para: ಈ ಸಂದರ್ಭದಲ್ಲಿ ಲಾರಿ ಮಾಲೀಕರ ಹಾಗು ಟ್ರಾನ್ಸ್‌ಪೋರ್ಟ್ ಕಾರ್ಯದರ್ಶಿ ಪಂಪನಗೌಡ, ಡಿ. ರಾಮ್ ಕುಮಾರ್, ನೀಲಕಂಠನಾಯ್ಡು, ಪ್ರವೀಣ್ ಕುಮಾರ್, ಶ್ರೀನಿವಾಸಲು ಸೇರಿದಂತೆ ಮುಂತಾದವರು ಉಪಸ್ಥಿತರಿದ್ದರು.: [34, 647, 242, 678]
lease-para: 5. ನಗರದ ಸುತ್ತ ಮುತ್ತಲಿರುವ ಕಾರ್ಖಾನೆಗಳು ಸ್ಥಳೀಯ ಲಾರಿಗಳಿಗೆ ಪ್ರಾಧಾನ್ಯತೆಯನ್ನು ನೀಡಬೇಕು.: [34, 625, 242, 645]
lease-para: ಯಾವುದೇ ಕಾರಣವೂ ಸರ್ಕಾರಿ ಸಮಿತಿಯ ಸಭ್ಯರಿಗೆ, ಪದಾಧಿಕಾರಿಗಳಿಗೆ ಮತ್ತು ಲಾರಿ ಮಾಲೀಕರ ಗಮನಕ್ಕೂ ತಾರದೆ ಕೇವಲ ಮುನ್ನ ಎಂಬ ಅಧ್ಯಕ್ಷರೆ ಸ್ವಂತ ನಿರ್ಣಯದಿಂದ ಲೀಜ್‌ಗೆ ನೀಡಿರುತ್ತಾರೆ. ಇದರಿಂದ ಲಾರಿ ಟರ್ಮಿನಲ್‌ನಲ್ಲಿ ಲಾರಿಗಳನ್ನು ನಿಲ್ಲಿಸಲು ಸ್ಥಳದ ಕೊರತೆಯುಂಟಾಗಿರುತ್ತದೆ.: [34, 374, 242, 416]
date-kannada: ಗುರುವಾರ ೧೧-೦೪-೨೦೨೪: [76, 31, 146, 40]
lease-para: 0.50 ಸೆಂಟ್ಸ್ (ಅರ್ಧ ಎಕರೆ) ಜಾಗವನ್ನು ಬಳ್ಳಾರಿ ಜಿಲ್ಲಾ ಸಾರಿಗೆ ನಿರ್ವಾಹಕ ಸಂಘಕ್ಕೆ 29 ವರ್ಷ 11 ತಿಂಗಳ ಅವಧಿಗೆ ತಿಂಗಳಿಗೆ 25 ಸಾವಿರ ರೂಪಾಯಿಗಳ ಬಾಡಿಗೆ ಪ್ರಕಾರವಾಗಿ ಲೀಜ್‌ಗೆ ನೀಡಲಾಗಿದ್ದು,: [34, 342, 242, 372]
lease-byline: (ಹಸಿರುಕ್ರಾಂತಿ ವರದಿ): [113, 241, 163, 249]
kayavva-end-mark: ****: [801, 961, 817, 970]
checkpost-byline: (ಹಸಿರುಕ್ರಾಂತಿ ವರದಿ): [282, 1069, 331, 1077]
masthead: [52, 30, 918, 52]
samanvate-kicker: ಮತದಾನದ ಪೂರ್ವ ಸಿದ್ಧತೆ ಕುರಿತು ವಿಡಿಯೋ ಸಂವಾದ ಸಭೆ: [376, 578, 566, 589]
